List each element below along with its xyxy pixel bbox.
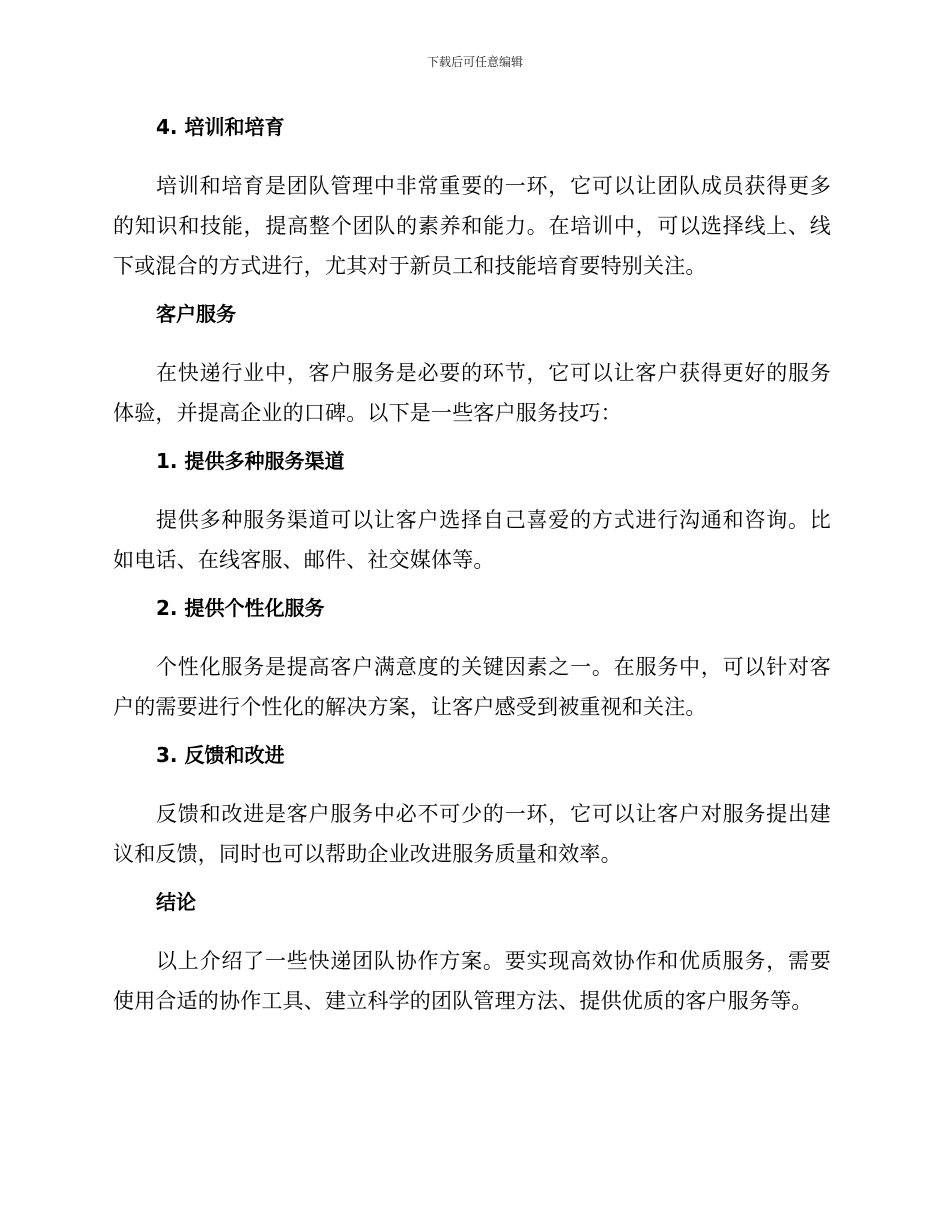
document-body (113, 112, 831, 1021)
section-paragraph-training: 培训和培育是团队管理中非常重要的一环，它可以让团队成员获得更多的知识和技能，提高整个团队的素养和能力。在培训中，可以选择线上、线下或混合的方式进行，尤其对于新员工和技能培育要特别关注。 (113, 174, 831, 278)
section-heading-customer-service: 客户服务 (156, 302, 236, 326)
page-header: 下载后可任意编辑 (426, 55, 523, 69)
section-heading-conclusion: 结论 (156, 890, 196, 914)
section-heading-feedback: 3. 反馈和改进 (156, 743, 285, 767)
section-heading-service-channels: 1. 提供多种服务渠道 (156, 449, 345, 473)
section-heading-training: 4. 培训和培育 (156, 115, 285, 139)
section-paragraph-customer-service: 在快递行业中，客户服务是必要的环节，它可以让客户获得更好的服务体验，并提高企业的口碑。以下是一些客户服务技巧： (113, 361, 831, 425)
section-paragraph-service-channels: 提供多种服务渠道可以让客户选择自己喜爱的方式进行沟通和咨询。比如电话、在线客服、邮件、社交媒体等。 (113, 508, 831, 572)
section-heading-personalized-service: 2. 提供个性化服务 (156, 596, 325, 620)
section-paragraph-personalized-service: 个性化服务是提高客户满意度的关键因素之一。在服务中，可以针对客户的需要进行个性化的解决方案，让客户感受到被重视和关注。 (113, 655, 831, 719)
section-paragraph-feedback: 反馈和改进是客户服务中必不可少的一环，它可以让客户对服务提出建议和反馈，同时也可以帮助企业改进服务质量和效率。 (113, 802, 831, 866)
section-paragraph-conclusion: 以上介绍了一些快递团队协作方案。要实现高效协作和优质服务，需要使用合适的协作工具、建立科学的团队管理方法、提供优质的客户服务等。 (113, 949, 831, 1013)
